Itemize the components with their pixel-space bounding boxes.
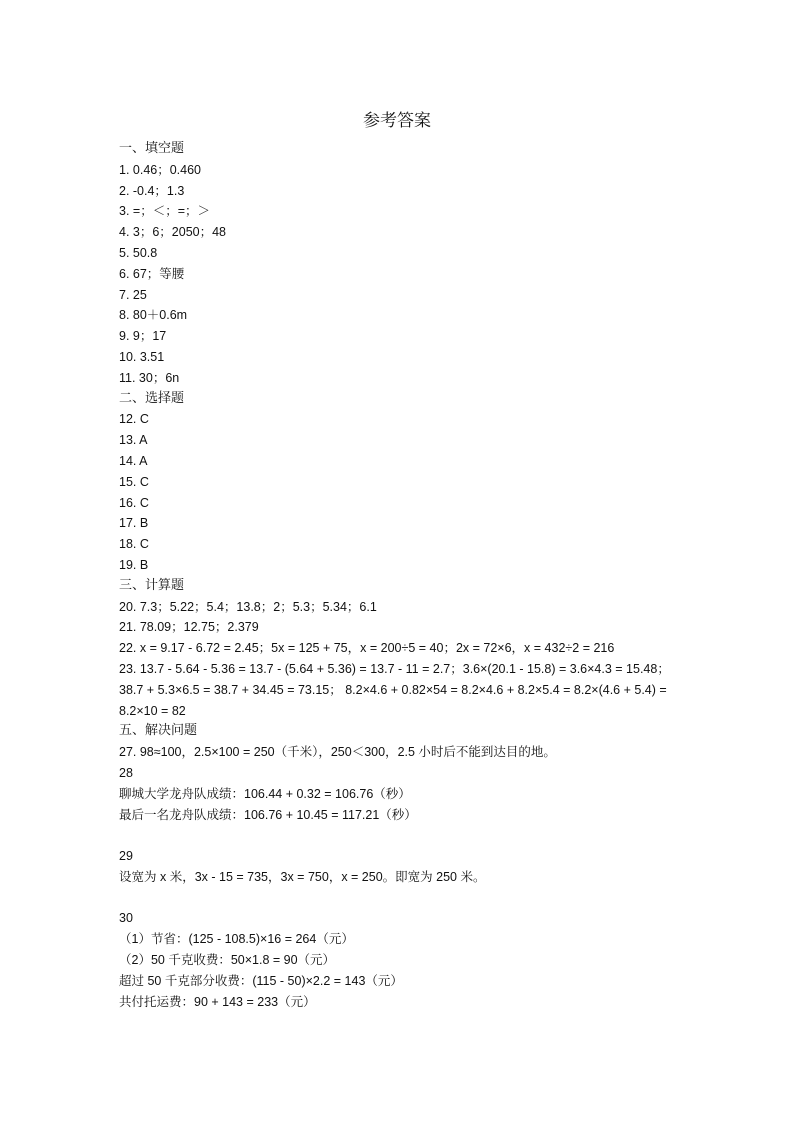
answer-line: 7. 25 (119, 287, 147, 302)
answer-line: 5. 50.8 (119, 245, 158, 260)
answer-line: 22. x = 9.17 - 6.72 = 2.45；5x = 125 + 75，x = 200÷5 = 40；2x = 72×6，x = 432÷2 = 216 (119, 641, 615, 656)
answer-line: 14. A (119, 453, 148, 468)
answer-line: 设宽为 x 米，3x - 15 = 735，3x = 750，x = 250。即宽为 250 米。 (119, 869, 486, 884)
answer-line: 最后一名龙舟队成绩：106.76 + 10.45 = 117.21（秒） (119, 807, 417, 822)
answer-line: 38.7 + 5.3×6.5 = 38.7 + 34.45 = 73.15； 8.2×4.6 + 0.82×54 = 8.2×4.6 + 8.2×5.4 = 8.2×(4.6 + 5.4) = (119, 682, 667, 697)
answer-list (119, 139, 689, 1012)
answer-line: 29 (119, 849, 133, 864)
answer-line: 共付托运费：90 + 143 = 233（元） (119, 994, 316, 1009)
answer-line: 21. 78.09；12.75；2.379 (119, 620, 259, 635)
answer-line: 4. 3；6；2050；48 (119, 225, 227, 240)
answer-line: 9. 9；17 (119, 329, 167, 344)
answer-line: 19. B (119, 557, 149, 572)
answer-line: 10. 3.51 (119, 349, 165, 364)
answer-line: 27. 98≈100，2.5×100 = 250（千米），250＜300，2.5 小时后不能到达目的地。 (119, 745, 556, 760)
answer-line: （1）节省：(125 - 108.5)×16 = 264（元） (119, 932, 354, 947)
answer-line: 8. 80＋0.6m (119, 308, 188, 323)
answer-line: 18. C (119, 537, 149, 552)
blank-line (119, 888, 689, 909)
answer-line: 1. 0.46；0.460 (119, 162, 202, 177)
page-title: 参考答案 (363, 111, 431, 131)
answer-line: 20. 7.3；5.22；5.4；13.8；2；5.3；5.34；6.1 (119, 599, 377, 614)
answer-line: 超过 50 千克部分收费：(115 - 50)×2.2 = 143（元） (119, 973, 403, 988)
answer-line: （2）50 千克收费：50×1.8 = 90（元） (119, 953, 336, 968)
answer-line: 16. C (119, 495, 149, 510)
section-heading: 二、选择题 (119, 390, 185, 406)
answer-line: 15. C (119, 474, 149, 489)
answer-line: 11. 30；6n (119, 370, 180, 385)
answer-line: 30 (119, 911, 133, 926)
answer-line: 28 (119, 765, 133, 780)
answer-line: 2. -0.4；1.3 (119, 183, 185, 198)
answer-line: 23. 13.7 - 5.64 - 5.36 = 13.7 - (5.64 + 5.36) = 13.7 - 11 = 2.7；3.6×(20.1 - 15.8) = 3.6×4.3 = 15.48； (119, 661, 670, 676)
section-heading: 三、计算题 (119, 577, 185, 593)
answer-line: 17. B (119, 516, 149, 531)
answer-line: 6. 67；等腰 (119, 266, 185, 281)
answer-line: 12. C (119, 412, 149, 427)
blank-line (119, 825, 689, 846)
answer-line: 13. A (119, 433, 148, 448)
section-heading: 五、解决问题 (119, 723, 198, 739)
answer-line: 3. =；＜；=；＞ (119, 204, 210, 219)
section-heading: 一、填空题 (119, 141, 185, 156)
answer-line: 8.2×10 = 82 (119, 703, 186, 718)
answer-line: 聊城大学龙舟队成绩：106.44 + 0.32 = 106.76（秒） (119, 786, 411, 801)
